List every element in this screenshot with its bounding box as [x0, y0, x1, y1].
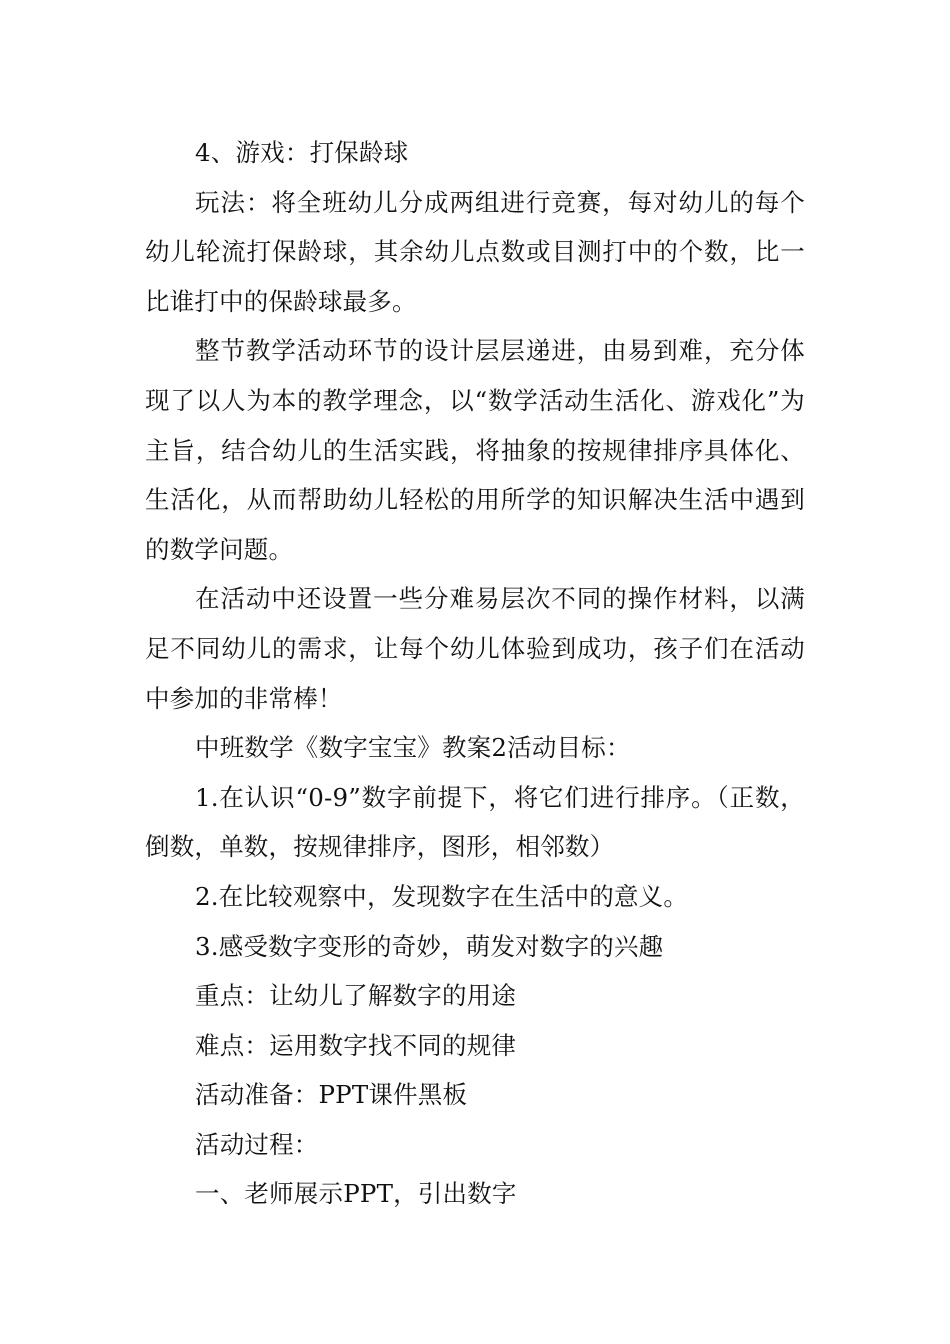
- paragraph-process-heading: 活动过程：: [195, 1129, 319, 1159]
- paragraph-difficulty: 难点：运用数字找不同的规律: [195, 1030, 517, 1060]
- paragraph-materials-note: 在活动中还设置一些分难易层次不同的操作材料，以满足不同幼儿的需求，让每个幼儿体验到成功，孩子们在活动中参加的非常棒！: [145, 584, 805, 713]
- paragraph-preparation: 活动准备：PPT课件黑板: [195, 1080, 468, 1110]
- paragraph-step-1: 一、老师展示PPT，引出数字: [195, 1179, 517, 1209]
- paragraph-game-rules: 玩法：将全班幼儿分成两组进行竞赛，每对幼儿的每个幼儿轮流打保龄球，其余幼儿点数或目测打中的个数，比一比谁打中的保龄球最多。: [145, 187, 805, 316]
- paragraph-activity-design: 整节教学活动环节的设计层层递进，由易到难，充分体现了以人为本的教学理念，以“数学活动生活化、游戏化”为主旨，结合幼儿的生活实践，将抽象的按规律排序具体化、生活化，从而帮助幼儿轻松的用所学的知识解决生活中遇到的数学问题。: [145, 336, 805, 564]
- paragraph-key-point: 重点：让幼儿了解数字的用途: [195, 981, 517, 1011]
- document-body: [145, 128, 805, 1219]
- paragraph-goal-2: 2.在比较观察中，发现数字在生活中的意义。: [195, 881, 689, 911]
- paragraph-lesson-2-heading: 中班数学《数字宝宝》教案2活动目标：: [195, 733, 631, 763]
- paragraph-goal-1: 1.在认识“0-9”数字前提下，将它们进行排序。（正数，倒数，单数，按规律排序，图形，相邻数）: [145, 782, 805, 862]
- paragraph-goal-3: 3.感受数字变形的奇妙，萌发对数字的兴趣: [195, 931, 664, 961]
- paragraph-game-title: 4、游戏：打保龄球: [195, 138, 409, 167]
